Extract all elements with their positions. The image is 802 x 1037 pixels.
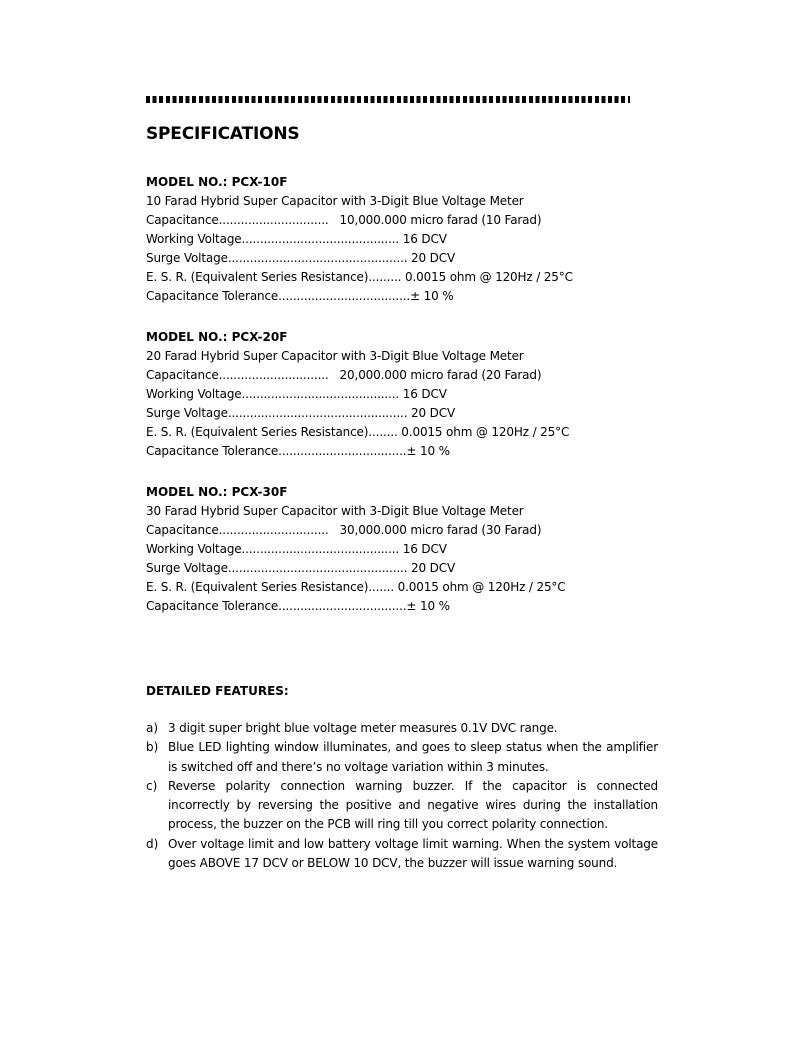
- spec-tolerance: Capacitance Tolerance....................................± 10 %: [146, 289, 454, 303]
- feature-marker: b): [146, 740, 159, 755]
- spec-tolerance: Capacitance Tolerance...................................± 10 %: [146, 444, 450, 458]
- feature-marker: d): [146, 836, 159, 851]
- feature-item: [146, 835, 658, 874]
- feature-text: Reverse polarity connection warning buzzer. If the capacitor is connected incorrectly by reversing the positive and negative wires during the installation process, the buzzer on the PCB will ring till you correct polarity connection.: [168, 778, 658, 832]
- model-number: MODEL NO.: PCX-20F: [146, 330, 288, 344]
- feature-item: [146, 738, 658, 777]
- spec-surge-voltage: Surge Voltage................................................. 20 DCV: [146, 251, 456, 265]
- feature-item: [146, 719, 658, 738]
- spec-working-voltage: Working Voltage........................................... 16 DCV: [146, 542, 447, 556]
- spec-esr: E. S. R. (Equivalent Series Resistance)........ 0.0015 ohm @ 120Hz / 25°C: [146, 425, 570, 439]
- feature-marker: c): [146, 778, 158, 793]
- model-description: 30 Farad Hybrid Super Capacitor with 3-Digit Blue Voltage Meter: [146, 504, 524, 518]
- feature-item: [146, 777, 658, 835]
- model-number: MODEL NO.: PCX-30F: [146, 485, 288, 499]
- spec-tolerance: Capacitance Tolerance...................................± 10 %: [146, 599, 450, 613]
- spec-surge-voltage: Surge Voltage................................................. 20 DCV: [146, 406, 456, 420]
- model-spec-pcx-30f: [146, 483, 658, 616]
- model-number: MODEL NO.: PCX-10F: [146, 175, 288, 189]
- model-spec-pcx-20f: [146, 328, 658, 461]
- document-page: [146, 96, 658, 873]
- dotted-divider: [146, 96, 630, 103]
- spec-capacitance: Capacitance.............................. 10,000.000 micro farad (10 Farad): [146, 213, 542, 227]
- spec-surge-voltage: Surge Voltage................................................. 20 DCV: [146, 561, 456, 575]
- feature-text: 3 digit super bright blue voltage meter measures 0.1V DVC range.: [168, 721, 558, 735]
- model-description: 10 Farad Hybrid Super Capacitor with 3-Digit Blue Voltage Meter: [146, 194, 524, 208]
- spec-capacitance: Capacitance.............................. 20,000.000 micro farad (20 Farad): [146, 368, 542, 382]
- spec-esr: E. S. R. (Equivalent Series Resistance)......... 0.0015 ohm @ 120Hz / 25°C: [146, 270, 573, 284]
- spec-working-voltage: Working Voltage........................................... 16 DCV: [146, 232, 447, 246]
- feature-marker: a): [146, 721, 159, 735]
- feature-text: Over voltage limit and low battery voltage limit warning. When the system voltage goes ABOVE 17 DCV or BELOW 10 DCV, the buzzer will issue warning sound.: [168, 836, 658, 871]
- model-spec-pcx-10f: [146, 173, 658, 306]
- spec-working-voltage: Working Voltage........................................... 16 DCV: [146, 387, 447, 401]
- feature-text: Blue LED lighting window illuminates, and goes to sleep status when the amplifier is switched off and there’s no voltage variation within 3 minutes.: [168, 740, 658, 774]
- features-list: [146, 719, 658, 873]
- page-title: SPECIFICATIONS: [146, 124, 300, 144]
- model-description: 20 Farad Hybrid Super Capacitor with 3-Digit Blue Voltage Meter: [146, 349, 524, 363]
- spec-esr: E. S. R. (Equivalent Series Resistance)....... 0.0015 ohm @ 120Hz / 25°C: [146, 580, 566, 594]
- spec-capacitance: Capacitance.............................. 30,000.000 micro farad (30 Farad): [146, 523, 542, 537]
- features-heading: DETAILED FEATURES:: [146, 684, 289, 698]
